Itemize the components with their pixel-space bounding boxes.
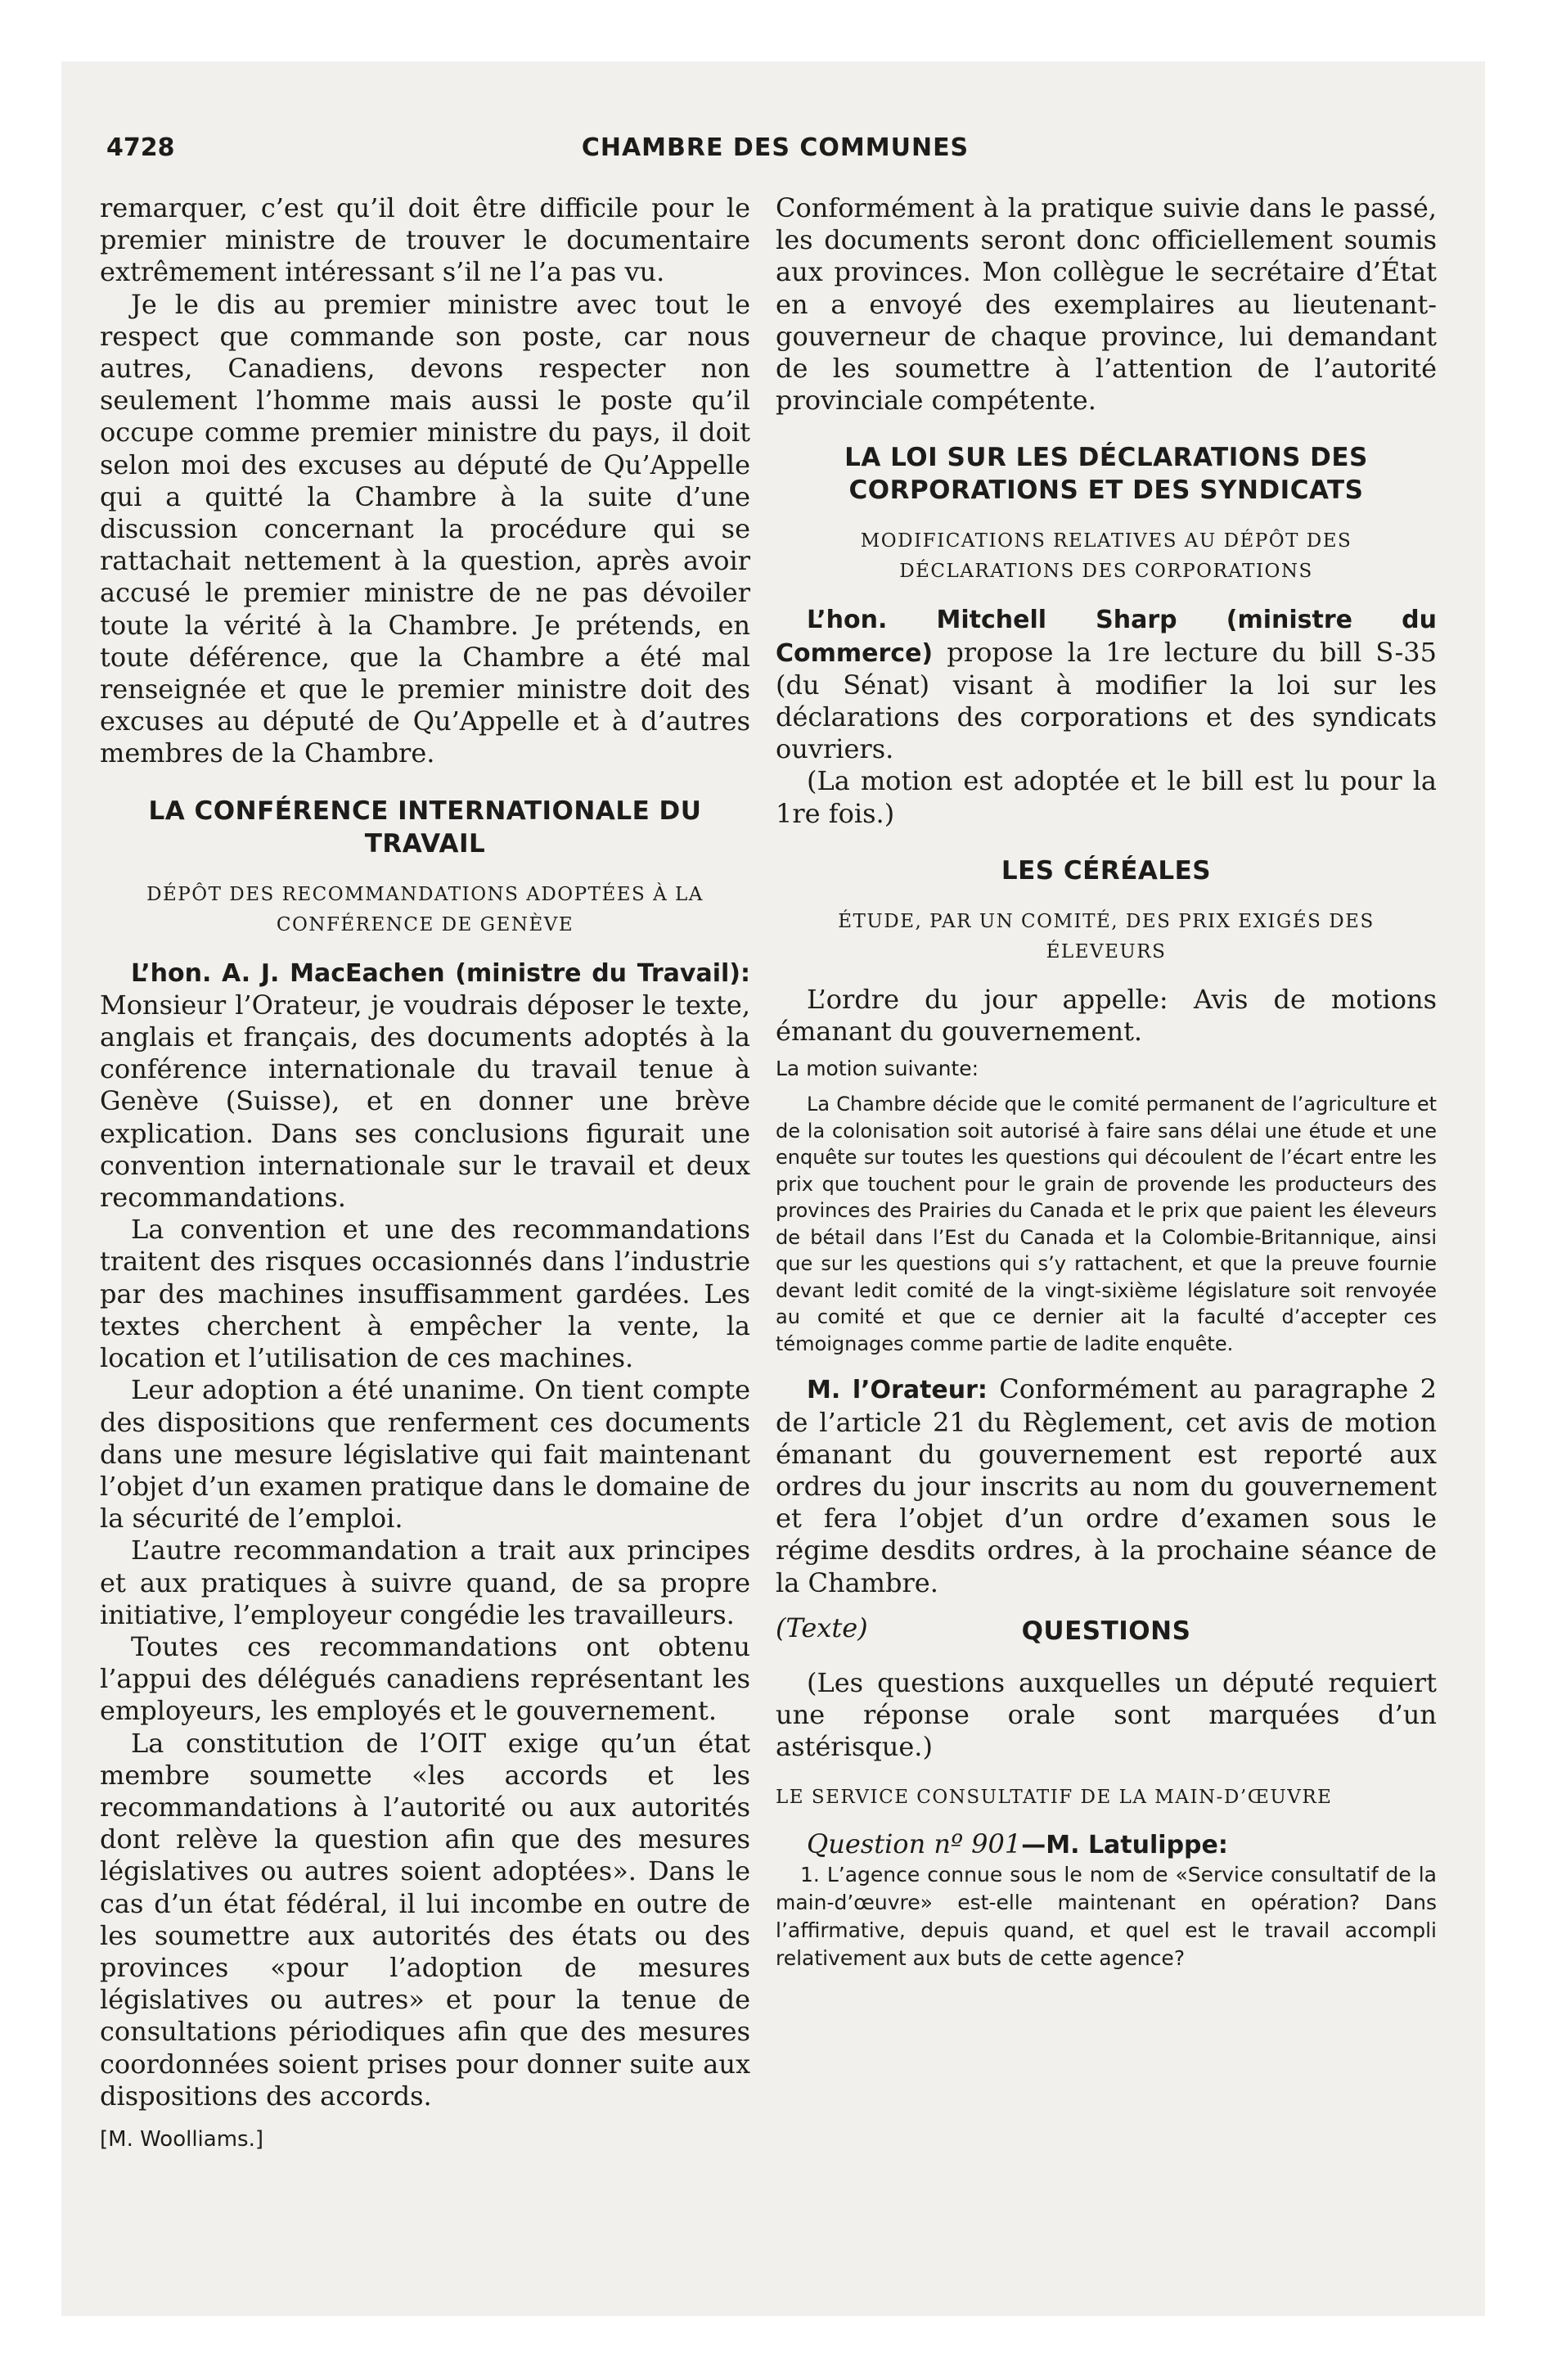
running-title: CHAMBRE DES COMMUNES bbox=[581, 133, 970, 162]
speaker-name: L’hon. A. J. MacEachen (ministre du Travail): bbox=[131, 958, 750, 988]
speaker-name: M. l’Orateur: bbox=[807, 1376, 988, 1405]
section-heading: QUESTIONS bbox=[1021, 1616, 1191, 1647]
paragraph: La constitution de l’OIT exige qu’un état membre soumette «les accords et les recommandations à l’autorité ou aux autorités dont relève la question afin que des mesures législatives ou autres soient adoptées». Dans le cas d’un état fédéral, il lui incombe en outre de les soumettre aux autorités des états ou des provinces «pour l’adoption de mesures législatives ou autres» et pour la tenue de consultations périodiques afin que des mesures coordonnées soient prises pour donner suite aux dispositions des accords. bbox=[100, 1727, 750, 2112]
section-heading: LA LOI SUR LES DÉCLARATIONS DES CORPORATIONS ET DES SYNDICATS bbox=[844, 443, 1368, 506]
question-text: 1. L’agence connue sous le nom de «Service consultatif de la main-d’œuvre» est-elle maintenant en opération? Dans l’affirmative, depuis quand, et quel est le travail accompli relativement aux buts de cette agence? bbox=[776, 1863, 1437, 1971]
paragraph: (Les questions auxquelles un député requiert une réponse orale sont marquées d’un astérisque.) bbox=[776, 1667, 1437, 1763]
speech-paragraph bbox=[776, 1373, 1437, 1598]
paragraph: (La motion est adoptée et le bill est lu pour la 1re fois.) bbox=[776, 765, 1437, 829]
paragraph: Conformément à la pratique suivie dans le passé, les documents seront donc officiellement soumis aux provinces. Mon collègue le secrétaire d’État en a envoyé des exemplaires au lieutenant-gouverneur de chaque province, lui demandant de les soumettre à l’attention de l’autorité provinciale compétente. bbox=[776, 192, 1437, 417]
page-header bbox=[106, 133, 1444, 171]
page-number: 4728 bbox=[106, 133, 175, 162]
question-body bbox=[776, 1861, 1437, 1972]
paragraph: La convention et une des recommandations traitent des risques occasionnés dans l’industrie par des machines insuffisamment gardées. Les textes cherchent à empêcher la vente, la location et l’utilisation de ces machines. bbox=[100, 1214, 750, 1374]
right-column bbox=[776, 192, 1437, 1972]
motion-label: La motion suivante: bbox=[776, 1057, 979, 1081]
paragraph: L’autre recommandation a trait aux principes et aux pratiques à suivre quand, de sa propre initiative, l’employeur congédie les travailleurs. bbox=[100, 1535, 750, 1630]
section-subheading: ÉTUDE, PAR UN COMITÉ, DES PRIX EXIGÉS DES ÉLEVEURS bbox=[838, 910, 1375, 962]
section-heading: LA CONFÉRENCE INTERNATIONALE DU TRAVAIL bbox=[148, 796, 702, 859]
question-header bbox=[776, 1828, 1437, 1861]
section-subheading: MODIFICATIONS RELATIVES AU DÉPÔT DES DÉCLARATIONS DES CORPORATIONS bbox=[860, 530, 1352, 583]
left-column bbox=[100, 192, 750, 2156]
section-subheading: DÉPÔT DES RECOMMANDATIONS ADOPTÉES À LA CONFÉRENCE DE GENÈVE bbox=[146, 883, 704, 935]
speaker-name: L’hon. Mitchell Sharp (ministre du Commerce) bbox=[776, 606, 1437, 668]
paragraph: Leur adoption a été unanime. On tient compte des dispositions que renferment ces documents dans une mesure législative qui fait maintenant l’objet d’un examen pratique dans le domaine de la sécurité de l’emploi. bbox=[100, 1374, 750, 1535]
paragraph: Je le dis au premier ministre avec tout le respect que commande son poste, car nous autres, Canadiens, devons respecter non seulement l’homme mais aussi le poste qu’il occupe comme premier ministre du pays, il doit selon moi des excuses au député de Qu’Appelle qui a quitté la Chambre à la suite d’une discussion concernant la procédure qui se rattachait nettement à la question, après avoir accusé le premier ministre de ne pas dévoiler toute la vérité à la Chambre. Je prétends, en toute déférence, que la Chambre a été mal renseignée et que le premier ministre doit des excuses au député de Qu’Appelle et à d’autres membres de la Chambre. bbox=[100, 288, 750, 769]
speech-paragraph bbox=[776, 603, 1437, 765]
question-rubric: LE SERVICE CONSULTATIF DE LA MAIN-D’ŒUVRE bbox=[776, 1786, 1333, 1808]
question-asker: —M. Latulippe: bbox=[1021, 1830, 1228, 1859]
speech-text: Conformément au paragraphe 2 de l’article 21 du Règlement, cet avis de motion émanant du gouvernement est reporté aux ordres du jour inscrits au nom du gouvernement et fera l’objet d’un ordre d’examen sous le régime desdits ordres, à la prochaine séance de la Chambre. bbox=[776, 1373, 1438, 1598]
paragraph: Toutes ces recommandations ont obtenu l’appui des délégués canadiens représentant les employeurs, les employés et le gouvernement. bbox=[100, 1630, 750, 1727]
paragraph: L’ordre du jour appelle: Avis de motions émanant du gouvernement. bbox=[776, 983, 1437, 1048]
speech-paragraph bbox=[100, 957, 750, 1215]
question-label: Question nº 901 bbox=[807, 1828, 1022, 1859]
speech-text: propose la 1re lecture du bill S-35 (du Sénat) visant à modifier la loi sur les déclarations des corporations et des syndicats ouvriers. bbox=[776, 636, 1437, 765]
section-heading: LES CÉRÉALES bbox=[1001, 855, 1212, 886]
speech-text: Monsieur l’Orateur, je voudrais déposer le texte, anglais et français, des documents adoptés à la conférence internationale du travail tenue à Genève (Suisse), et en donner une brève explication. Dans ses conclusions figurait une convention internationale sur le travail et deux recommandations. bbox=[100, 989, 750, 1214]
motion-text: La Chambre décide que le comité permanent de l’agriculture et de la colonisation soit autorisé à faire sans délai une étude et une enquête sur toutes les questions qui découlent de l’écart entre les prix que touchent pour le grain de provende les producteurs des provinces des Prairies du Canada et le prix que paient les éleveurs de bétail dans l’Est du Canada et la Colombie-Britannique, ainsi que sur les questions qui s’y rattachent, et que la preuve fournie devant ledit comité de la vingt-sixième législature soit renvoyée au comité et que ce dernier ait la faculté d’accepter ces témoignages comme partie de ladite enquête. bbox=[776, 1093, 1437, 1355]
texte-label: (Texte) bbox=[776, 1611, 868, 1643]
attribution: [M. Woolliams.] bbox=[100, 2126, 263, 2152]
paragraph: remarquer, c’est qu’il doit être difficile pour le premier ministre de trouver le documentaire extrêmement intéressant s’il ne l’a pas vu. bbox=[100, 192, 750, 288]
